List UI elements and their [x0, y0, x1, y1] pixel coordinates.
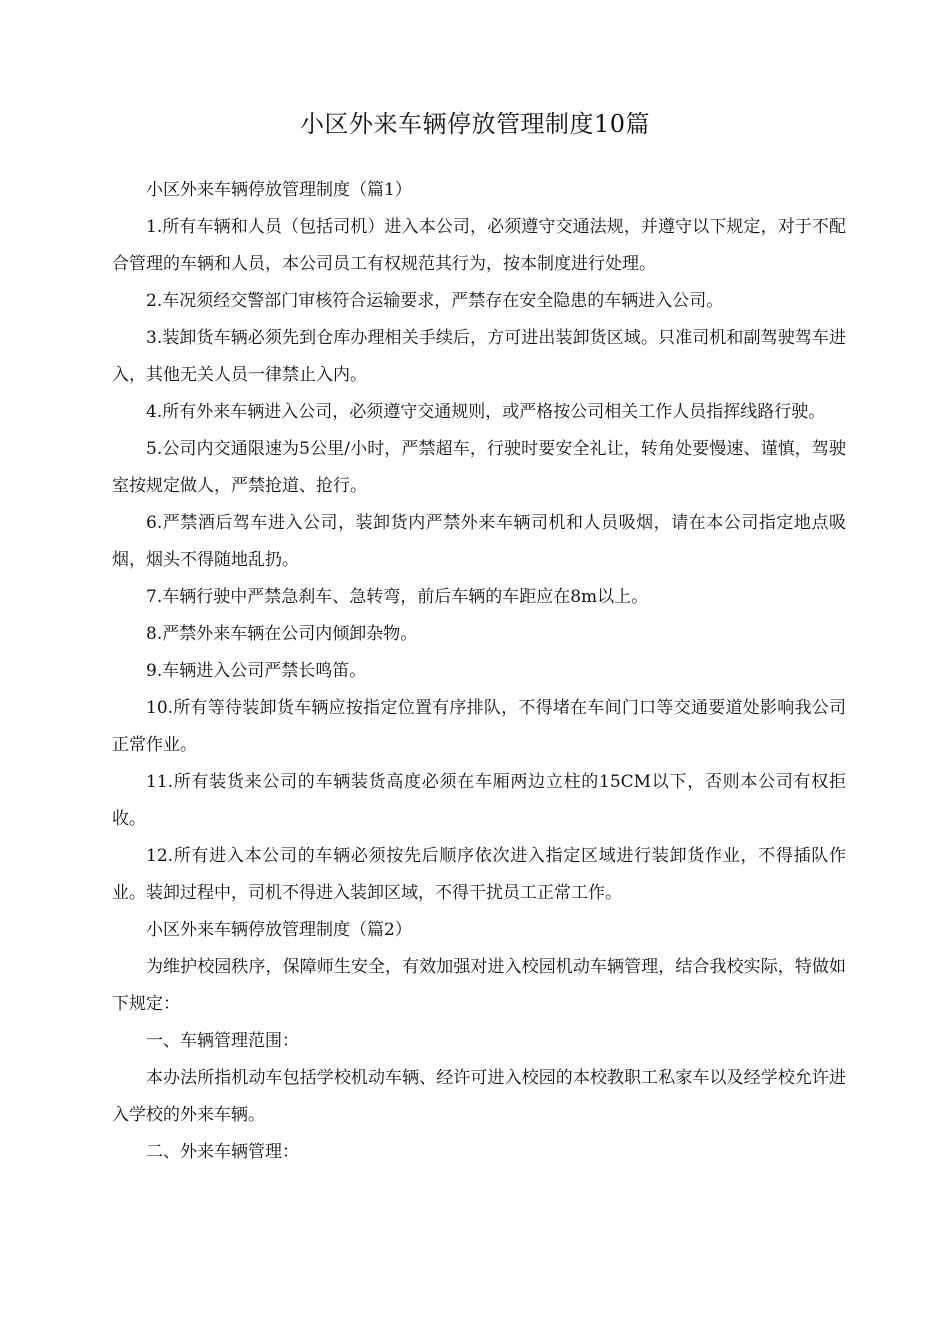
rule-8: 8.严禁外来车辆在公司内倾卸杂物。	[146, 624, 418, 644]
document-body	[112, 172, 846, 1171]
rule-12: 12.所有进入本公司的车辆必须按先后顺序依次进入指定区域进行装卸货作业，不得插队作业。装卸过程中，司机不得进入装卸区域，不得干扰员工正常工作。	[112, 846, 846, 903]
rule-10: 10.所有等待装卸货车辆应按指定位置有序排队，不得堵在车间门口等交通要道处影响我公司正常作业。	[112, 698, 846, 755]
scope-paragraph: 本办法所指机动车包括学校机动车辆、经许可进入校园的本校教职工私家车以及经学校允许进入学校的外来车辆。	[112, 1068, 846, 1125]
rule-6: 6.严禁酒后驾车进入公司，装卸货内严禁外来车辆司机和人员吸烟，请在本公司指定地点吸烟，烟头不得随地乱扔。	[112, 513, 846, 570]
rule-4: 4.所有外来车辆进入公司，必须遵守交通规则，或严格按公司相关工作人员指挥线路行驶。	[146, 402, 826, 422]
section-heading-1: 小区外来车辆停放管理制度（篇1）	[146, 180, 412, 200]
intro-paragraph: 为维护校园秩序，保障师生安全，有效加强对进入校园机动车辆管理，结合我校实际，特做如下规定：	[112, 957, 846, 1014]
subheading-external-vehicles: 二、外来车辆管理：	[146, 1142, 299, 1162]
rule-5: 5.公司内交通限速为5公里/小时，严禁超车，行驶时要安全礼让，转角处要慢速、谨慎，驾驶室按规定做人，严禁抢道、抢行。	[112, 439, 846, 496]
subheading-vehicle-scope: 一、车辆管理范围：	[146, 1031, 299, 1051]
rule-3: 3.装卸货车辆必须先到仓库办理相关手续后，方可进出装卸货区域。只准司机和副驾驶驾车进入，其他无关人员一律禁止入内。	[112, 328, 846, 385]
document-title: 小区外来车辆停放管理制度10篇	[299, 110, 651, 138]
rule-9: 9.车辆进入公司严禁长鸣笛。	[146, 661, 367, 681]
rule-7: 7.车辆行驶中严禁急刹车、急转弯，前后车辆的车距应在8m以上。	[146, 587, 649, 607]
rule-11: 11.所有装货来公司的车辆装货高度必须在车厢两边立柱的15CM以下，否则本公司有权拒收。	[112, 772, 846, 829]
rule-1: 1.所有车辆和人员（包括司机）进入本公司，必须遵守交通法规，并遵守以下规定，对于不配合管理的车辆和人员，本公司员工有权规范其行为，按本制度进行处理。	[112, 217, 846, 274]
rule-2: 2.车况须经交警部门审核符合运输要求，严禁存在安全隐患的车辆进入公司。	[146, 291, 724, 311]
section-heading-2: 小区外来车辆停放管理制度（篇2）	[146, 920, 412, 940]
